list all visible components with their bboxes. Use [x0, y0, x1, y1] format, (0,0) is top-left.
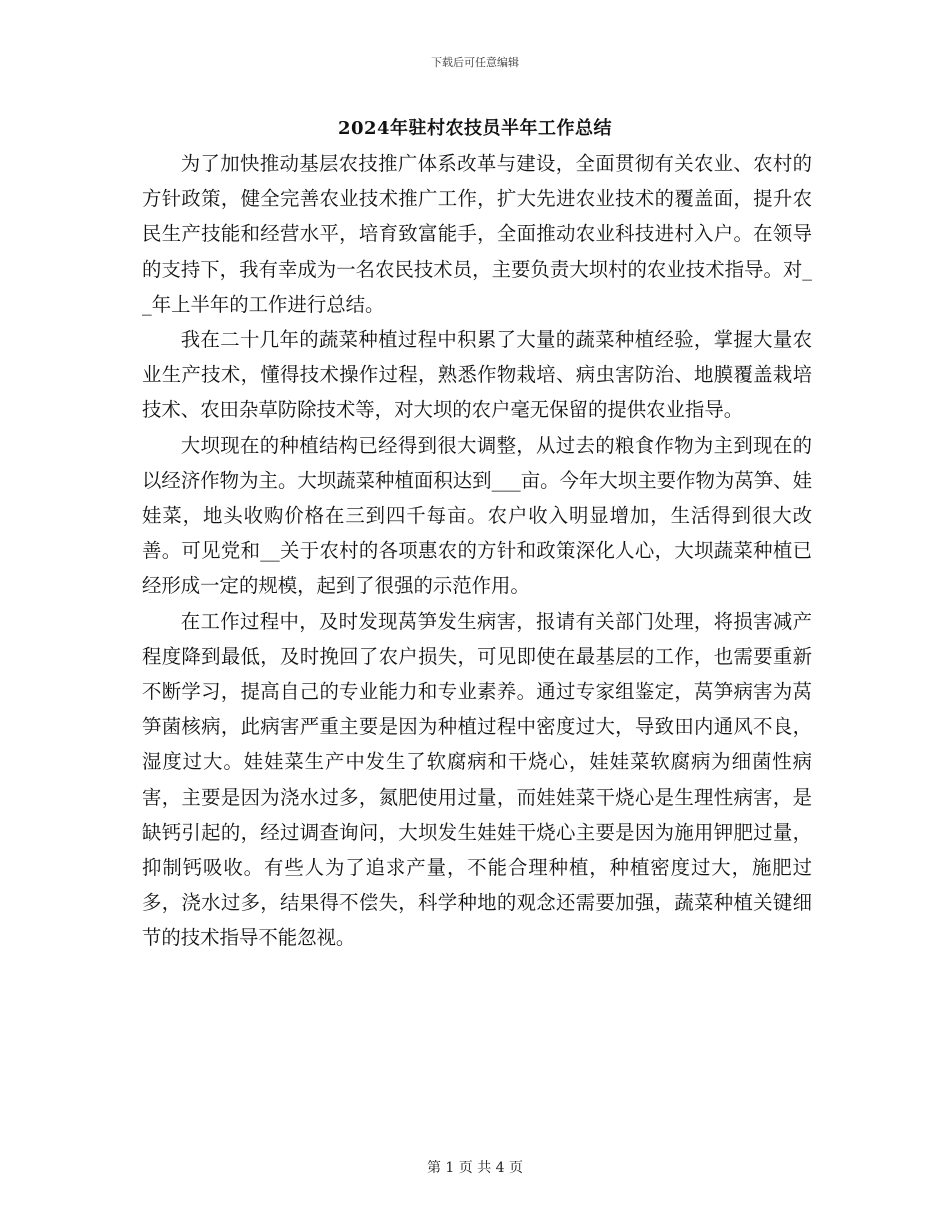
page-footer: 第 1 页 共 4 页 — [426, 1160, 524, 1176]
paragraph-4: 在工作过程中，及时发现莴笋发生病害，报请有关部门处理，将损害减产程度降到最低，及时挽回了农户损失，可见即使在最基层的工作，也需要重新不断学习，提高自己的专业能力和专业素养。通过专家组鉴定，莴笋病害为莴笋菌核病，此病害严重主要是因为种植过程中密度过大，导致田内通风不良，湿度过大。娃娃菜生产中发生了软腐病和干烧心，娃娃菜软腐病为细菌性病害，主要是因为浇水过多，氮肥使用过量，而娃娃菜干烧心是生理性病害，是缺钙引起的，经过调查询问，大坝发生娃娃干烧心主要是因为施用钾肥过量，抑制钙吸收。有些人为了追求产量，不能合理种植，种植密度过大，施肥过多，浇水过多，结果得不偿失，科学种地的观念还需要加强，蔬菜种植关键细节的技术指导不能忽视。 — [142, 609, 812, 950]
paragraph-1: 为了加快推动基层农技推广体系改革与建设，全面贯彻有关农业、农村的方针政策，健全完善农业技术推广工作，扩大先进农业技术的覆盖面，提升农民生产技能和经营水平，培育致富能手，全面推动农业科技进村入户。在领导的支持下，我有幸成为一名农民技术员，主要负责大坝村的农业技术指导。对__年上半年的工作进行总结。 — [142, 152, 812, 316]
paragraph-2: 我在二十几年的蔬菜种植过程中积累了大量的蔬菜种植经验，掌握大量农业生产技术，懂得技术操作过程，熟悉作物栽培、病虫害防治、地膜覆盖栽培技术、农田杂草防除技术等，对大坝的农户毫无保留的提供农业指导。 — [142, 328, 812, 422]
document-body — [142, 146, 812, 956]
header-note: 下载后可任意编辑 — [431, 56, 519, 69]
document-title: 2024年驻村农技员半年工作总结 — [337, 118, 613, 139]
paragraph-3: 大坝现在的种植结构已经得到很大调整，从过去的粮食作物为主到现在的以经济作物为主。大坝蔬菜种植面积达到___亩。今年大坝主要作物为莴笋、娃娃菜，地头收购价格在三到四千每亩。农户收入明显增加，生活得到很大改善。可见党和__关于农村的各项惠农的方针和政策深化人心，大坝蔬菜种植已经形成一定的规模，起到了很强的示范作用。 — [142, 433, 812, 598]
